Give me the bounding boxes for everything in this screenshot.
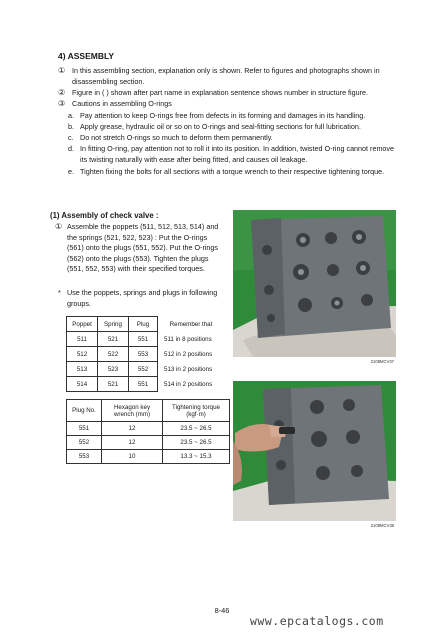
group-table-wrapper <box>66 316 225 392</box>
caution-text: Tighten fixing the bolts for all sections with a torque wrench to their respective tightening torque. <box>80 167 385 176</box>
table-row <box>67 377 225 392</box>
photo-code-label: 2108MCV38 <box>370 523 394 528</box>
caution-letter: d. <box>68 144 74 153</box>
photo-code-label: 2108MCV37 <box>370 359 394 364</box>
table-cell: 551 <box>67 422 102 436</box>
group-table <box>66 316 225 392</box>
watermark: www.epcatalogs.com <box>250 614 384 628</box>
group-table-header: Poppet <box>67 317 98 332</box>
caution-letter: a. <box>68 111 74 120</box>
table-cell: 10 <box>102 450 163 464</box>
table-cell: 553 <box>129 347 158 362</box>
caution-letter: e. <box>68 167 74 176</box>
group-table-header: Plug <box>129 317 158 332</box>
table-cell: 513 in 2 positions <box>164 365 213 373</box>
table-cell: 523 <box>98 362 129 377</box>
item-number: ③ <box>58 99 66 108</box>
table-cell: 551 <box>129 377 158 392</box>
table-cell: 511 <box>67 332 98 347</box>
table-cell: 521 <box>98 377 129 392</box>
table-cell: 553 <box>67 450 102 464</box>
table-row <box>67 347 225 362</box>
table-cell: 13.3 ~ 15.3 <box>163 450 230 464</box>
check-valve-steps <box>0 222 230 312</box>
assembly-items <box>0 66 444 196</box>
table-cell: 12 <box>102 422 163 436</box>
step-text: Assemble the poppets (511, 512, 513, 514) and the springs (521, 522, 523) : Put the O-rings (561) onto the plugs (551, 552). Put the O-rings (562) onto the plugs (553). Tighten the plugs (551, 552, 553) with their specified torques. <box>67 222 219 273</box>
caution-text: Pay attention to keep O-rings free from defects in its forming and damages in its handling. <box>80 111 366 120</box>
torque-table-wrapper <box>66 399 230 464</box>
page-number: 8-46 <box>214 606 230 615</box>
group-table-header: Remember that <box>169 320 213 328</box>
torque-table <box>66 399 230 464</box>
caution-text: In fitting O-ring, pay attention not to roll it into its position. In addition, twisted O-ring cannot remove its twisting naturally with ease after being fitted, and causes oil leakage. <box>80 144 395 164</box>
photo-check-valve-block <box>233 210 396 364</box>
table-row <box>67 450 230 464</box>
step-number: ① <box>55 222 63 231</box>
item-number: ① <box>58 66 66 75</box>
caution-letter: c. <box>68 133 74 142</box>
table-cell: 521 <box>98 332 129 347</box>
item-text: In this assembling section, explanation only is shown. Refer to figures and photographs shown in disassembling section. <box>72 66 380 86</box>
item-number: ② <box>58 88 66 97</box>
table-row <box>67 332 225 347</box>
table-cell: 512 in 2 positions <box>164 350 213 358</box>
item-text: Figure in ( ) shown after part name in explanation sentence shows number in structure figure. <box>72 88 369 97</box>
caution-text: Apply grease, hydraulic oil or so on to O-rings and seal-fitting sections for full lubrication. <box>80 122 361 131</box>
table-cell: 23.5 ~ 26.5 <box>163 422 230 436</box>
subsection-title: (1) Assembly of check valve : <box>50 211 159 220</box>
table-cell: 513 <box>67 362 98 377</box>
table-cell: 512 <box>67 347 98 362</box>
table-row <box>67 436 230 450</box>
table-cell: 12 <box>102 436 163 450</box>
table-cell: 552 <box>129 362 158 377</box>
table-cell: 514 in 2 positions <box>164 380 213 388</box>
note-mark: * <box>58 288 61 297</box>
tightening-photo <box>233 381 396 521</box>
note-text: Use the poppets, springs and plugs in following groups. <box>67 288 218 308</box>
table-cell: 552 <box>67 436 102 450</box>
torque-table-header: Tightening torque (kgf·m) <box>163 400 230 422</box>
table-cell: 551 <box>129 332 158 347</box>
valve-block-photo <box>233 210 396 357</box>
table-row <box>67 422 230 436</box>
torque-table-header: Plug No. <box>67 400 102 422</box>
item-text: Cautions in assembling O-rings <box>72 99 172 108</box>
caution-letter: b. <box>68 122 74 131</box>
caution-text: Do not stretch O-rings so much to deform them permanently. <box>80 133 273 142</box>
table-cell: 522 <box>98 347 129 362</box>
group-table-header: Spring <box>98 317 129 332</box>
torque-table-header: Hexagon key wrench (mm) <box>102 400 163 422</box>
table-cell: 511 in 8 positions <box>164 335 212 343</box>
table-cell: 23.5 ~ 26.5 <box>163 436 230 450</box>
photo-tightening-plug <box>233 381 396 528</box>
section-title: 4) ASSEMBLY <box>58 51 115 61</box>
table-row <box>67 362 225 377</box>
table-cell: 514 <box>67 377 98 392</box>
